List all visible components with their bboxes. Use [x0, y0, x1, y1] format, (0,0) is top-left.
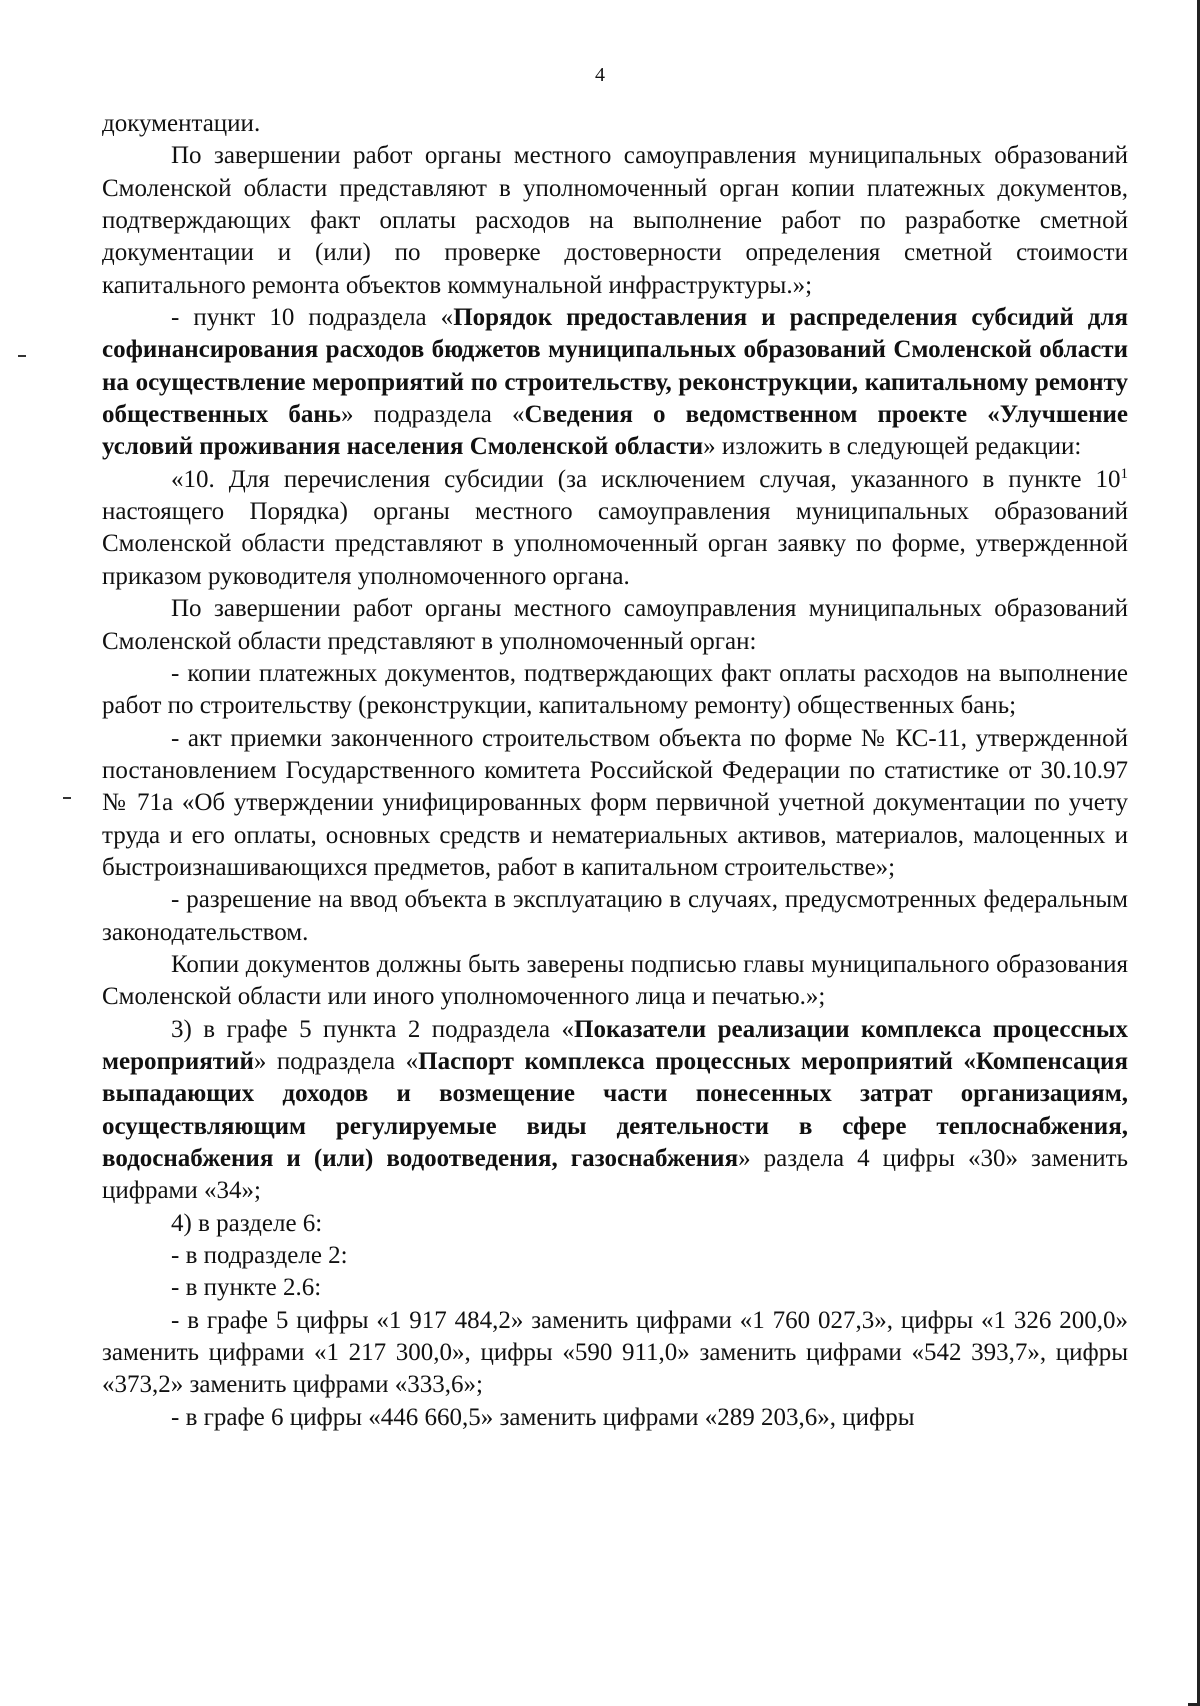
text-span: » подраздела «: [253, 1047, 419, 1075]
paragraph-p10: [102, 1014, 1128, 1208]
margin-mark: [18, 355, 26, 357]
text-span: документации.: [102, 110, 261, 137]
paragraph-p4: [102, 464, 1128, 593]
paragraph-p13: [102, 1272, 1128, 1304]
text-span: - копии платежных документов, подтверждающих факт оплаты расходов на выполнение работ по строительству (реконструкции, капитальному ремонту) общественных бань;: [102, 659, 1128, 720]
paragraph-p12: [102, 1240, 1128, 1272]
text-span: » раздела 4 цифры «30» заменить цифрами «34»;: [102, 1145, 1128, 1205]
paragraph-p3: [102, 302, 1128, 464]
text-span: «10. Для перечисления субсидии (за исключением случая, указанного в пункте 10: [171, 465, 1121, 493]
text-span: - в графе 5 цифры «1 917 484,2» заменить цифрами «1 760 027,3», цифры «1 326 200,0» заменить цифрами «1 217 300,0», цифры «590 911,0» заменить цифрами «542 393,7», цифры «373,2» заменить цифрами «333,6»;: [102, 1306, 1128, 1399]
text-span: - пункт 10 подраздела «: [171, 304, 454, 332]
text-span: - разрешение на ввод объекта в эксплуатацию в случаях, предусмотренных федеральным законодательством.: [102, 886, 1128, 946]
paragraph-p2: [102, 140, 1128, 302]
margin-mark: [63, 797, 71, 799]
paragraph-p1: [102, 108, 1128, 140]
text-span: 3) в графе 5 пункта 2 подраздела «: [171, 1015, 575, 1043]
bold-text: Паспорт комплекса процессных мероприятий «Компенсация выпадающих доходов и возмещение части понесенных затрат организациям, осуществляющим регулируемые виды деятельности в сфере теплоснабжения, водоснабжения и (или) водоотведения, газоснабжения: [102, 1047, 1128, 1172]
text-span: » подраздела «: [341, 401, 525, 429]
superscript: 1: [1120, 465, 1128, 482]
bold-text: Сведения о ведомственном проекте «Улучшение условий проживания населения Смоленской области: [102, 401, 1128, 461]
bold-text: Показатели реализации комплекса процессных мероприятий: [102, 1015, 1128, 1075]
paragraph-p7: [102, 723, 1128, 885]
text-span: настоящего Порядка) органы местного самоуправления муниципальных образований Смоленской области представляют в уполномоченный орган заявку по форме, утвержденной приказом руководителя уполномоченного органа.: [102, 498, 1128, 590]
text-span: Копии документов должны быть заверены подписью главы муниципального образования Смоленской области или иного уполномоченного лица и печатью.»;: [102, 950, 1128, 1011]
text-span: По завершении работ органы местного самоуправления муниципальных образований Смоленской области представляют в уполномоченный орган:: [102, 595, 1128, 655]
paragraph-p9: [102, 949, 1128, 1014]
paragraph-p11: [102, 1208, 1128, 1240]
text-span: - в подразделе 2:: [171, 1242, 348, 1270]
bold-text: Порядок предоставления и распределения субсидий для софинансирования расходов бюджетов муниципальных образований Смоленской области на осуществление мероприятий по строительству, реконструкции, капитальному ремонту общественных бань: [102, 304, 1128, 429]
paragraph-p6: [102, 658, 1128, 723]
text-span: - акт приемки законченного строительством объекта по форме № КС-11, утвержденной постановлением Государственного комитета Российской Федерации по статистике от 30.10.97 № 71а «Об утверждении унифицированных форм первичной учетной документации по учету труда и его оплаты, основных средств и нематериальных активов, материалов, малоценных и быстроизнашивающихся предметов, работ в капитальном строительстве»;: [102, 724, 1128, 881]
paragraph-p14: [102, 1305, 1128, 1402]
text-span: - в графе 6 цифры «446 660,5» заменить цифрами «289 203,6», цифры: [171, 1403, 915, 1431]
paragraph-p8: [102, 884, 1128, 949]
text-span: 4) в разделе 6:: [171, 1209, 323, 1237]
document-body: [102, 108, 1128, 1434]
paragraph-p15: [102, 1402, 1128, 1434]
text-span: » изложить в следующей редакции:: [703, 433, 1082, 461]
text-span: - в пункте 2.6:: [171, 1274, 322, 1302]
text-span: По завершении работ органы местного самоуправления муниципальных образований Смоленской области представляют в уполномоченный орган копии платежных документов, подтверждающих факт оплаты расходов на выполнение работ по разработке сметной документации и (или) по проверке достоверности определения сметной стоимости капитального ремонта объектов коммунальной инфраструктуры.»;: [102, 142, 1128, 299]
paragraph-p5: [102, 593, 1128, 658]
page-number: 4: [595, 64, 605, 86]
